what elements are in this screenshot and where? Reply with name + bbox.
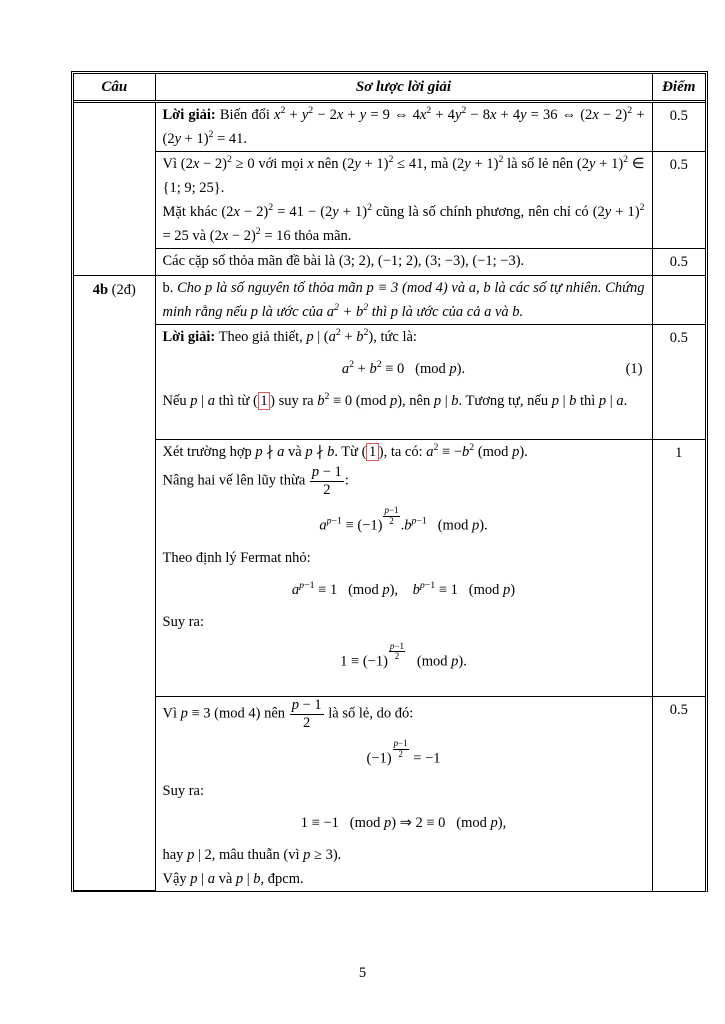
equation-number: (1) <box>625 361 643 377</box>
points-cell: 1 <box>652 440 705 697</box>
table-row <box>74 697 705 891</box>
solution-cell: Vì $(2x - 2)^2 \ge 0$ với mọi x nên $(2y + 1)^2 \le 41$, mà $(2y + 1)^2$ là số lẻ nên $(2y + 1)^2$ ∈ {1; 9; 25}. Mặt khác $(2x - 2)^2 = 41 - (2y + 1)^2$ cũng là số chính phương, nên chỉ có $(2y + 1)^2 = 25$ và $(2x - 2)^2 = 16$ thỏa mãn. <box>155 152 652 249</box>
solution-table-frame <box>71 71 708 892</box>
solution-cell: Vì p ≡ 3 (mod 4) nên $\frac{p - 1}{2}$ là số lẻ, do đó: (−1) $^{\frac{p-1}{2}}$ = −1 Suy ra: 1 ≡ −1 (mod p) ⇒ 2 ≡ 0 (mod p), hay p | 2, mâu thuẫn (vì p ≥ 3). Vậy p | a và p | b, đpcm. <box>155 697 652 891</box>
page-number: 5 <box>358 965 367 981</box>
eq1-ref-link[interactable]: 1 <box>258 392 270 410</box>
solution-table <box>74 74 705 891</box>
points-cell: 0.5 <box>652 249 705 276</box>
points-cell <box>652 276 705 325</box>
solution-cell: Xét trường hợp p ∤ a và p ∤ b. Từ ( 1 ), ta có: $a^2 \equiv -b^2$ (mod p). Nâng hai vế lên lũy thừa $\frac{p - 1}{2}$ : $a^{p-1} \equiv (-1)$ $^{\frac{p-1}{2}}$ $.b^{p-1}$ (mod p). Theo định lý Fermat nhỏ: $a^{p-1} \equiv 1$ (mod p), $b^{p-1} \equiv 1$ (mod p) Suy ra: 1 ≡ (−1) $^{\frac{p-1}{2}}$ (mod p). <box>155 440 652 697</box>
question-cell-4b: 4b (2đ) <box>74 276 155 891</box>
equation-1: $a^2 + b^2 \equiv 0$ (mod p). (1) <box>163 357 645 381</box>
table-header-row <box>74 74 705 102</box>
table-row <box>74 102 705 152</box>
solution-cell: Các cặp số thỏa mãn đề bài là (3; 2), (−1; 2), (3; −3), (−1; −3). <box>155 249 652 276</box>
header-solution: Sơ lược lời giải <box>155 74 652 102</box>
table-row <box>74 440 705 697</box>
header-points: Điểm <box>652 74 705 102</box>
table-row <box>74 249 705 276</box>
solution-cell: Lời giải: Theo giả thiết, p | $(a^2 + b^2)$, tức là: $a^2 + b^2 \equiv 0$ (mod p). (1) Nếu p | a thì từ ( 1 ) suy ra $b^2 \equiv 0$ (mod p), nên p | b. Tương tự, nếu p | b thì p | a. <box>155 325 652 440</box>
eq1-ref-link[interactable]: 1 <box>366 443 378 461</box>
points-cell: 0.5 <box>652 697 705 891</box>
table-row <box>74 152 705 249</box>
table-row <box>74 325 705 440</box>
question-cell <box>74 102 155 276</box>
table-row <box>74 276 705 325</box>
solution-cell: Lời giải: Biến đổi $x^2 + y^2 - 2x + y = 9$ ⇔ $4x^2 + 4y^2 - 8x + 4y = 36$ ⇔ $(2x - 2)^2 + (2y + 1)^2 = 41$. <box>155 102 652 152</box>
header-cau: Câu <box>74 74 155 102</box>
points-cell: 0.5 <box>652 102 705 152</box>
solution-cell: b. Cho p là số nguyên tố thỏa mãn p ≡ 3 (mod 4) và a, b là các số tự nhiên. Chứng minh rằng nếu p là ước của $a^2 + b^2$ thì p là ước của cả a và b. <box>155 276 652 325</box>
points-cell: 0.5 <box>652 152 705 249</box>
points-cell: 0.5 <box>652 325 705 440</box>
